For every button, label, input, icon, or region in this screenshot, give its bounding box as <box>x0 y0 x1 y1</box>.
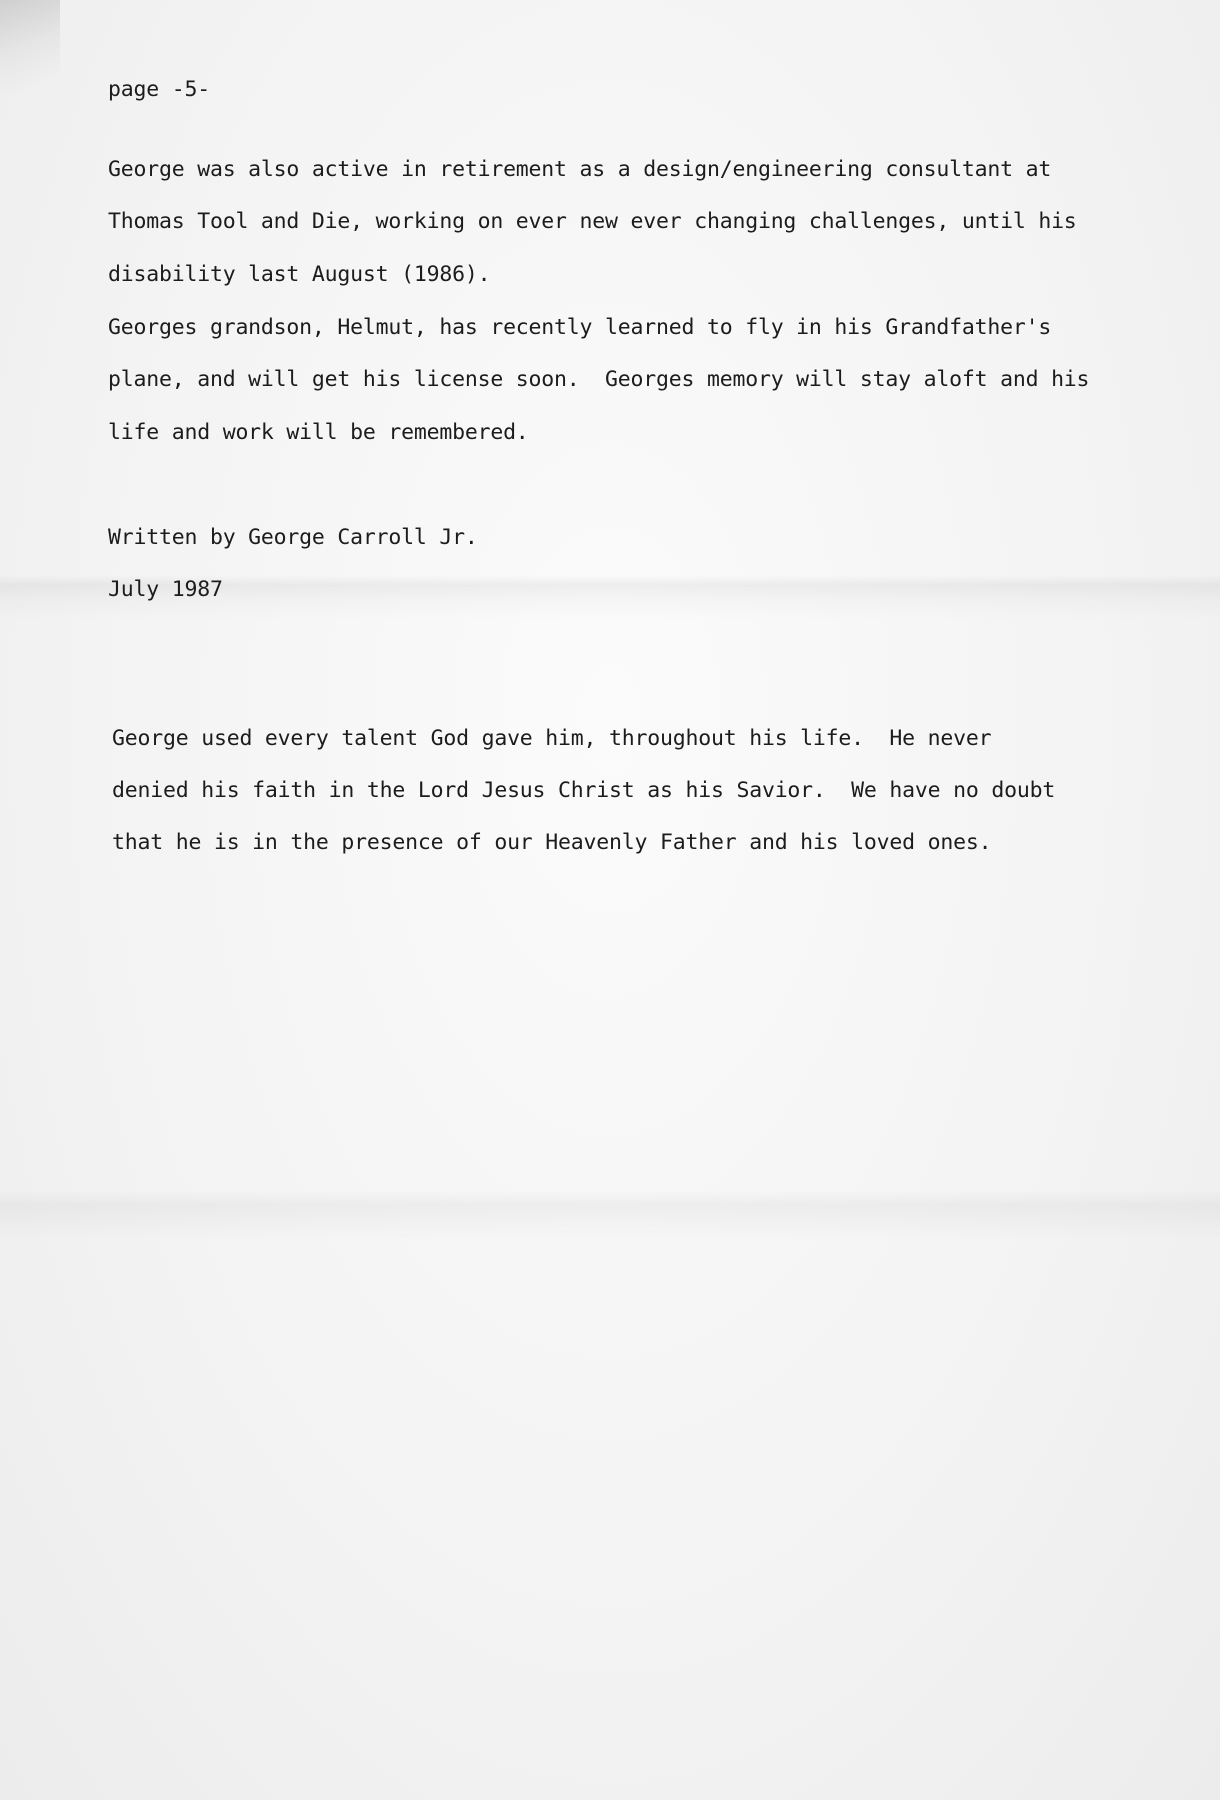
author-line: Written by George Carroll Jr. <box>108 525 478 550</box>
folded-corner <box>0 0 60 120</box>
page-number: page -5- <box>108 77 210 102</box>
paragraph-line: plane, and will get his license soon. Georges memory will stay aloft and his <box>108 367 1090 392</box>
paragraph-line: George was also active in retirement as a design/engineering consultant at <box>108 157 1052 182</box>
paragraph-line: Thomas Tool and Die, working on ever new ever changing challenges, until his <box>108 209 1077 234</box>
paragraph-line: Georges grandson, Helmut, has recently learned to fly in his Grandfather's <box>108 315 1052 340</box>
paragraph-line: disability last August (1986). <box>108 262 491 287</box>
date-line: July 1987 <box>108 577 223 602</box>
closing-line: that he is in the presence of our Heavenly Father and his loved ones. <box>112 830 992 855</box>
closing-line: George used every talent God gave him, throughout his life. He never <box>112 726 992 751</box>
closing-line: denied his faith in the Lord Jesus Christ as his Savior. We have no doubt <box>112 778 1056 803</box>
paragraph-line: life and work will be remembered. <box>108 420 529 445</box>
